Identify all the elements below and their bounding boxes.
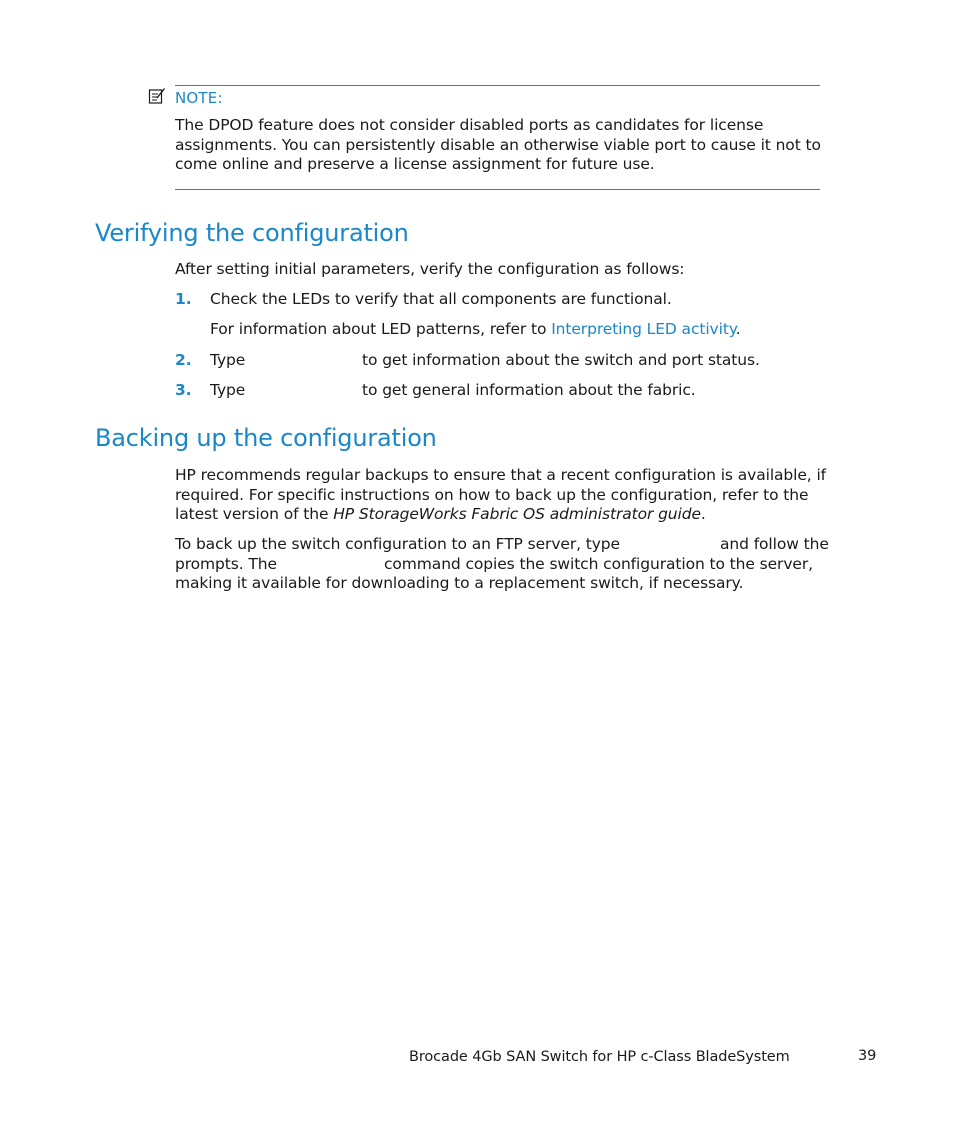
backup-heading: Backing up the configuration	[95, 424, 437, 452]
led-info-prefix: For information about LED patterns, refer to	[210, 320, 547, 338]
interpreting-led-activity-link[interactable]: Interpreting LED activity	[551, 320, 736, 338]
led-info	[210, 320, 741, 340]
backup-para2-c: prompts. The	[175, 555, 277, 573]
led-info-suffix: .	[735, 320, 741, 338]
admin-guide-title: HP StorageWorks Fabric OS administrator guide	[333, 505, 701, 523]
backup-para2-d: command copies the switch configuration to the server,	[384, 555, 813, 573]
note-icon	[148, 87, 166, 105]
step-2-text: to get information about the switch and port status.	[362, 351, 760, 369]
note-bottom-rule	[175, 189, 820, 190]
backup-paragraph-1-text: HP recommends regular backups to ensure that a recent configuration is available, if required. For specific instructions on how to back up the configuration, refer to the latest version of the	[175, 466, 827, 523]
step-3-number: 3.	[175, 381, 192, 399]
note-top-rule	[175, 85, 820, 86]
verify-intro: After setting initial parameters, verify the configuration as follows:	[175, 260, 685, 278]
verify-heading: Verifying the configuration	[95, 219, 409, 247]
step-1-text: Check the LEDs to verify that all components are functional.	[210, 290, 672, 308]
page-number: 39	[858, 1048, 877, 1064]
backup-para2-b: and follow the	[720, 535, 829, 553]
step-2-type-label: Type	[210, 351, 246, 369]
step-2-number: 2.	[175, 351, 192, 369]
note-text: The DPOD feature does not consider disabled ports as candidates for license assignments. You can persistently disable an otherwise viable port to cause it not to come online and preserve a license assignment for future use.	[175, 116, 821, 173]
backup-para2-a: To back up the switch configuration to an FTP server, type	[175, 535, 620, 553]
step-1-number: 1.	[175, 290, 192, 308]
note-label: NOTE:	[175, 89, 223, 107]
step-3-text: to get general information about the fabric.	[362, 381, 696, 399]
backup-para2-e: making it available for downloading to a replacement switch, if necessary.	[175, 574, 744, 592]
step-3-type-label: Type	[210, 381, 246, 399]
backup-paragraph-1	[175, 466, 850, 525]
footer-title: Brocade 4Gb SAN Switch for HP c-Class BladeSystem	[409, 1049, 790, 1065]
backup-paragraph-1-end: .	[700, 505, 706, 523]
